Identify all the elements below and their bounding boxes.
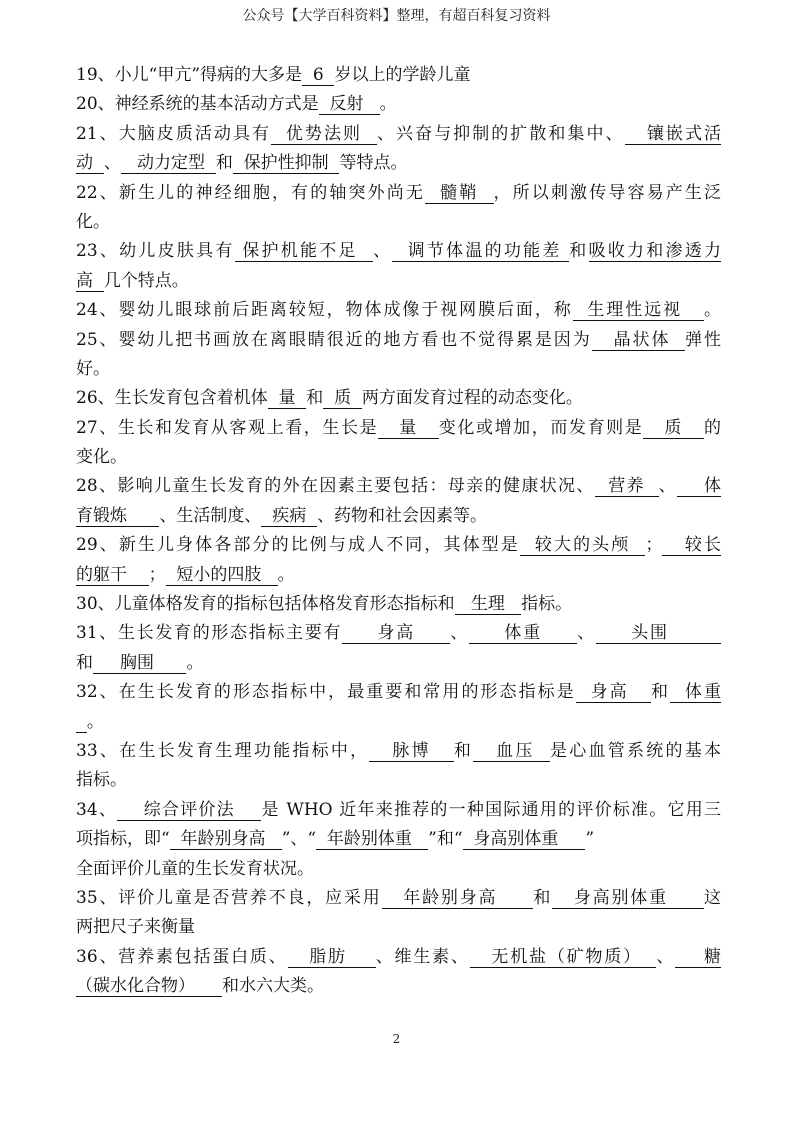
text-line xyxy=(76,943,721,972)
answer-blank: 体重 xyxy=(469,623,578,644)
text-line xyxy=(76,355,721,384)
answer-blank: 吸收力和渗透力 xyxy=(588,241,722,262)
question-text: 31、生长发育的形态指标主要有 xyxy=(76,623,343,644)
question-text: 和 xyxy=(215,153,233,174)
question-text: 25、婴幼儿把书画放在离眼睛很近的地方看也不觉得累是因为 xyxy=(76,329,592,350)
question-text: 岁以上的学龄儿童 xyxy=(334,65,471,85)
answer-blank: 6 xyxy=(302,65,335,85)
page-header: 公众号【大学百科资料】整理，有超百科复习资料 xyxy=(242,8,551,24)
text-line xyxy=(76,972,721,1001)
answer-blank: 脉博 xyxy=(369,740,454,761)
answer-blank: 生理性远视 xyxy=(572,300,704,321)
question-text: 20、神经系统的基本活动方式是 xyxy=(76,94,319,115)
text-line xyxy=(76,149,721,178)
question-text: 好。 xyxy=(76,358,110,379)
answer-blank: 体重 xyxy=(670,682,721,703)
question-text: 弹性 xyxy=(685,329,722,350)
question-text: 指标。 xyxy=(521,594,573,615)
answer-blank: 糖 xyxy=(675,946,722,967)
question-text: 33、在生长发育生理功能指标中， xyxy=(76,740,370,761)
text-line xyxy=(76,414,721,443)
text-line xyxy=(76,120,721,149)
answer-blank: 身高 xyxy=(342,623,451,644)
question-text: 和水六大类。 xyxy=(222,976,325,997)
answer-blank: 较大的头颅 xyxy=(519,535,646,556)
question-text: 36、营养素包括蛋白质、 xyxy=(76,946,288,967)
text-line xyxy=(76,267,721,296)
answer-blank: 年龄别身高 xyxy=(381,887,534,908)
question-text: ”、“ xyxy=(281,829,317,850)
text-line xyxy=(76,619,721,648)
answer-blank: 血压 xyxy=(473,740,550,761)
question-text: 。 xyxy=(703,300,721,321)
answer-blank: 质 xyxy=(323,388,362,409)
answer-blank: 营养 xyxy=(594,476,659,497)
text-line xyxy=(76,561,721,590)
text-line xyxy=(76,796,721,825)
answer-blank: 胸围 xyxy=(93,652,187,673)
answer-blank: 量 xyxy=(378,417,439,438)
question-text: 27、生长和发育从客观上看，生长是 xyxy=(76,417,379,438)
question-text: 这 xyxy=(704,887,721,908)
text-line xyxy=(76,913,721,942)
answer-blank: 高 xyxy=(76,270,104,291)
question-text: 、 xyxy=(577,623,596,644)
text-line xyxy=(76,766,721,795)
question-text: 的 xyxy=(703,417,721,438)
question-text: 35、评价儿童是否营养不良，应采用 xyxy=(76,887,382,908)
question-text: 变化。 xyxy=(76,447,127,468)
question-text: 化。 xyxy=(76,211,110,232)
question-text: 32、在生长发育的形态指标中，最重要和常用的形态指标是 xyxy=(76,682,576,703)
question-text: 和 xyxy=(569,241,589,262)
answer-blank: 较长 xyxy=(662,535,721,556)
question-text: 34、 xyxy=(76,799,118,820)
question-text: ； xyxy=(148,564,166,585)
answer-blank: 动 xyxy=(76,153,104,174)
question-text: 。 xyxy=(186,652,204,673)
answer-blank: 生理 xyxy=(454,594,522,615)
answer-blank: 疾病 xyxy=(261,505,318,526)
text-line xyxy=(76,855,721,884)
answer-blank: 保护机能不足 xyxy=(234,241,374,262)
question-text: 变化或增加，而发育则是 xyxy=(438,417,644,438)
answer-blank: 短小的四肢 xyxy=(165,564,278,585)
answer-blank: 调节体温的功能差 xyxy=(392,241,570,262)
text-line xyxy=(76,590,721,619)
question-text: 两方面发育过程的动态变化。 xyxy=(361,388,583,409)
question-text: ； xyxy=(645,535,663,556)
answer-blank: 晶状体 xyxy=(591,329,686,350)
question-text: 、 xyxy=(656,946,676,967)
question-text: 、 xyxy=(103,153,121,174)
answer-blank: （碳水化合物） xyxy=(76,976,223,997)
question-text: 项指标，即“ xyxy=(76,829,170,850)
question-text: 30、儿童体格发育的指标包括体格发育形态指标和 xyxy=(76,594,455,615)
text-line xyxy=(76,472,721,501)
answer-blank: 的躯干 xyxy=(76,564,149,585)
text-line xyxy=(76,708,721,737)
question-text: 和 xyxy=(453,740,474,761)
question-text: 指标。 xyxy=(76,770,127,791)
answer-blank: 量 xyxy=(267,388,307,409)
question-text: 、药物和社会因素等。 xyxy=(317,505,488,526)
question-text: 、 xyxy=(450,623,470,644)
answer-blank: 身高别体重 xyxy=(552,887,704,908)
question-text: 和 xyxy=(533,887,553,908)
text-line xyxy=(76,825,721,854)
text-line xyxy=(76,737,721,766)
question-text: 21、大脑皮质活动具有 xyxy=(76,123,272,144)
question-text: 。 xyxy=(86,711,104,732)
answer-blank: 体 xyxy=(676,476,722,497)
answer-blank: 身高别体重 xyxy=(462,829,586,850)
text-line xyxy=(76,179,721,208)
question-text: 和 xyxy=(651,682,671,703)
answer-blank: 年龄别身高 xyxy=(169,829,282,850)
text-line xyxy=(76,61,721,90)
answer-blank: 优势法则 xyxy=(271,123,377,144)
question-text: 、兴奋与抑制的扩散和集中、 xyxy=(377,123,625,144)
answer-blank: 综合评价法 xyxy=(117,799,262,820)
question-text: ，所以刺激传导容易产生泛 xyxy=(493,182,722,203)
page-number: 2 xyxy=(392,1032,401,1046)
question-text: ”和“ xyxy=(428,829,463,850)
document-body xyxy=(76,61,721,1002)
question-text: 。 xyxy=(277,564,295,585)
answer-blank: 无机盐（矿物质） xyxy=(469,946,657,967)
question-text: 几个特点。 xyxy=(103,270,189,291)
question-text: 是 WHO 近年来推荐的一种国际通用的评价标准。它用三 xyxy=(261,799,722,820)
question-text: 全面评价儿童的生长发育状况。 xyxy=(76,858,314,879)
text-line xyxy=(76,443,721,472)
question-text: 。 xyxy=(379,94,397,115)
answer-blank: 年龄别体重 xyxy=(316,829,429,850)
question-text: 和 xyxy=(76,652,93,673)
question-text: 两把尺子来衡量 xyxy=(76,917,195,938)
text-line xyxy=(76,649,721,678)
question-text: 28、影响儿童生长发育的外在因素主要包括：母亲的健康状况、 xyxy=(76,476,595,497)
text-line xyxy=(76,296,721,325)
text-line xyxy=(76,90,721,119)
question-text: 、 xyxy=(373,241,393,262)
text-line xyxy=(76,884,721,913)
question-text: 24、婴幼儿眼球前后距离较短，物体成像于视网膜后面，称 xyxy=(76,300,573,321)
question-text: 26、生长发育包含着机体 xyxy=(76,388,268,409)
answer-blank: 保护性抑制 xyxy=(232,153,340,174)
answer-blank: 脂肪 xyxy=(287,946,376,967)
question-text: 、 xyxy=(658,476,677,497)
answer-blank: 镶嵌式活 xyxy=(624,123,722,144)
question-text: 和 xyxy=(306,388,324,409)
text-line xyxy=(76,502,721,531)
text-line xyxy=(76,237,721,266)
question-text: 、维生素、 xyxy=(375,946,470,967)
question-text: 19、小儿“甲亢”得病的大多是 xyxy=(76,65,303,85)
question-text: 是心血管系统的基本 xyxy=(549,740,721,761)
question-text: 23、幼儿皮肤具有 xyxy=(76,241,235,262)
question-text: 、生活制度、 xyxy=(159,505,262,526)
answer-blank xyxy=(76,712,87,733)
text-line xyxy=(76,326,721,355)
question-text: 等特点。 xyxy=(339,153,408,174)
answer-blank: 身高 xyxy=(575,682,652,703)
text-line xyxy=(76,384,721,413)
answer-blank: 髓鞘 xyxy=(425,182,494,203)
answer-blank: 育锻炼 xyxy=(76,505,160,526)
answer-blank: 动力定型 xyxy=(120,153,216,174)
question-text: 22、新生儿的神经细胞，有的轴突外尚无 xyxy=(76,182,426,203)
question-text: ” xyxy=(585,829,595,850)
answer-blank: 质 xyxy=(643,417,704,438)
answer-blank: 头围 xyxy=(595,623,722,644)
text-line xyxy=(76,208,721,237)
question-text: 29、新生儿身体各部分的比例与成人不同，其体型是 xyxy=(76,535,520,556)
text-line xyxy=(76,678,721,707)
text-line xyxy=(76,531,721,560)
answer-blank: 反射 xyxy=(318,94,380,115)
